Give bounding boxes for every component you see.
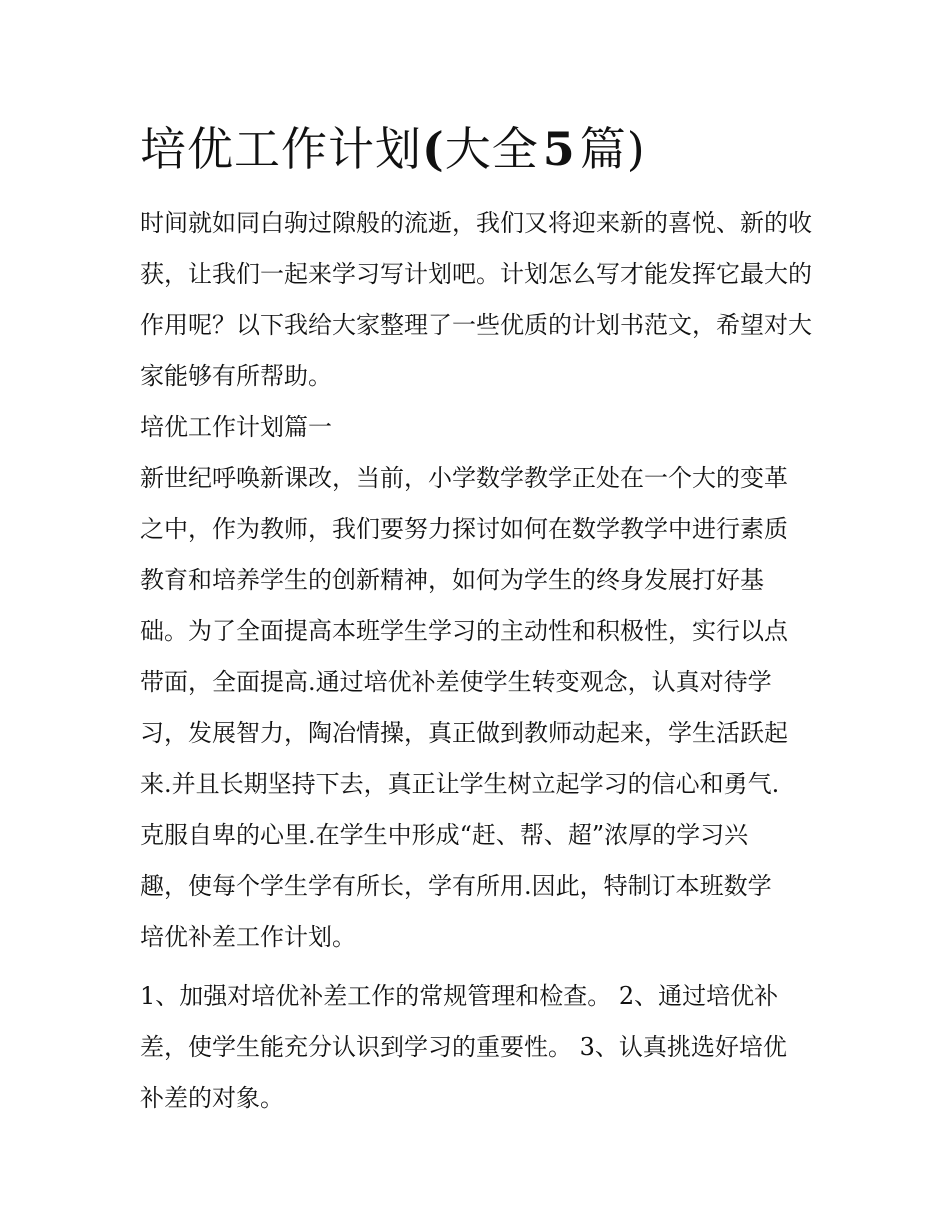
title-paren-open: ( bbox=[422, 122, 445, 176]
document-title bbox=[140, 118, 812, 180]
body-line: 础。为了全面提高本班学生学习的主动性和积极性，实行以点 bbox=[140, 617, 788, 645]
body-line: 趣，使每个学生学有所长，学有所用.因此，特制订本班数学 bbox=[140, 872, 772, 900]
body-line: 教育和培养学生的创新精神，如何为学生的终身发展打好基 bbox=[140, 566, 764, 594]
body-line: 新世纪呼唤新课改，当前，小学数学教学正处在一个大的变革 bbox=[140, 464, 788, 492]
intro-paragraph: 时间就如同白驹过隙般的流逝，我们又将迎来新的喜悦、新的收获，让我们一起来学习写计划吧。计划怎么写才能发挥它最大的作用呢？以下我给大家整理了一些优质的计划书范文，希望对大家能够有所帮助。 bbox=[140, 209, 812, 390]
list-line: 差，使学生能充分认识到学习的重要性。 3、认真挑选好培优 bbox=[140, 1033, 787, 1061]
body-line: 习，发展智力，陶冶情操，真正做到教师动起来，学生活跃起 bbox=[140, 719, 788, 747]
title-cjk: 大全 bbox=[444, 122, 539, 176]
list-line: 补差的对象。 bbox=[140, 1084, 284, 1112]
body-paragraph bbox=[140, 453, 812, 963]
list-line: 1、加强对培优补差工作的常规管理和检查。 2、通过培优补 bbox=[140, 982, 779, 1010]
title-number: 5 bbox=[542, 122, 576, 176]
title-main: 培优工作计划 bbox=[140, 122, 422, 176]
section-heading: 培优工作计划篇一 bbox=[140, 413, 332, 441]
title-tail: 篇) bbox=[579, 122, 646, 176]
list-paragraph bbox=[140, 971, 812, 1124]
document-content bbox=[140, 118, 812, 1124]
body-line: 之中，作为教师，我们要努力探讨如何在数学教学中进行素质 bbox=[140, 515, 788, 543]
body-line: 带面，全面提高.通过培优补差使学生转变观念，认真对待学 bbox=[140, 668, 772, 696]
body-line: 培优补差工作计划。 bbox=[140, 923, 356, 951]
body-line: 来.并且长期坚持下去，真正让学生树立起学习的信心和勇气. bbox=[140, 770, 780, 798]
body-line: 克服自卑的心里.在学生中形成“赶、帮、超”浓厚的学习兴 bbox=[140, 821, 749, 849]
